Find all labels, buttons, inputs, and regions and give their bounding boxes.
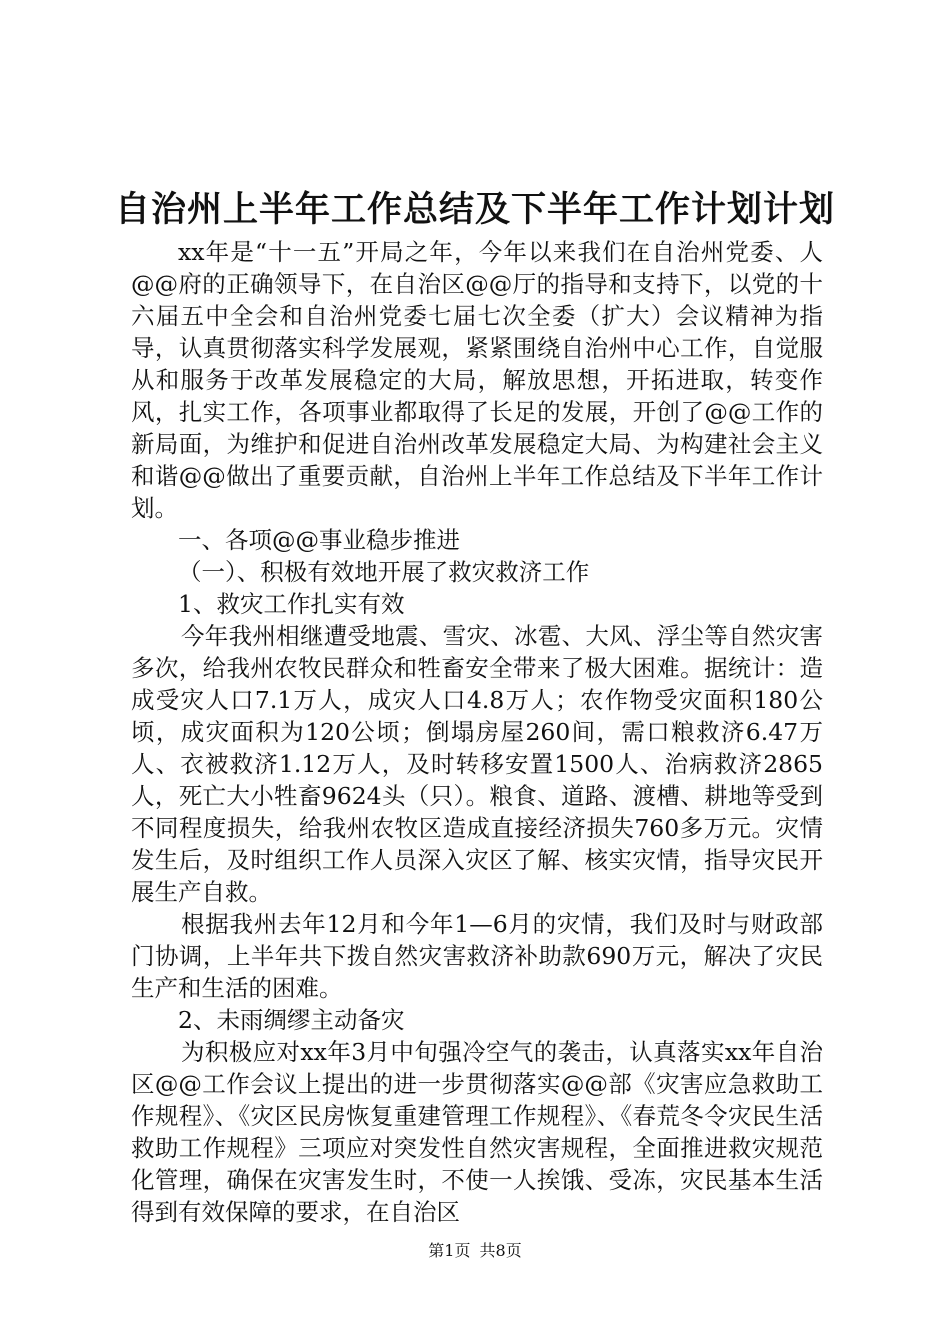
page-footer	[0, 1240, 950, 1262]
item-heading: 2、未雨绸缪主动备灾	[178, 1006, 405, 1034]
document-title: 自治州上半年工作总结及下半年工作计划计划	[114, 189, 835, 230]
paragraph-intro: xx年是“十一五”开局之年，今年以来我们在自治州党委、人@@府的正确领导下，在自治区@@厅的指导和支持下，以党的十六届五中全会和自治州党委七届七次全委（扩大）会议精神为指导，认真贯彻落实科学发展观，紧紧围绕自治州中心工作，自觉服从和服务于改革发展稳定的大局，解放思想，开拓进取，转变作风，扎实工作，各项事业都取得了长足的发展，开创了@@工作的新局面，为维护和促进自治州改革发展稳定大局、为构建社会主义和谐@@做出了重要贡献，自治州上半年工作总结及下半年工作计划。	[131, 238, 823, 522]
paragraph-funding: 根据我州去年12月和今年1—6月的灾情，我们及时与财政部门协调，上半年共下拨自然灾害救济补助款690万元，解决了灾民生产和生活的困难。	[131, 910, 823, 1002]
item-heading: 1、救灾工作扎实有效	[178, 590, 405, 618]
document-body	[131, 236, 823, 1228]
paragraph-disaster-relief: 今年我州相继遭受地震、雪灾、冰雹、大风、浮尘等自然灾害多次，给我州农牧民群众和牲畜安全带来了极大困难。据统计：造成受灾人口7.1万人，成灾人口4.8万人；农作物受灾面积180公顷，成灾面积为120公顷；倒塌房屋260间，需口粮救济6.47万人、衣被救济1.12万人，及时转移安置1500人、治病救济2865人，死亡大小牲畜9624头（只）。粮食、道路、渡槽、耕地等受到不同程度损失，给我州农牧区造成直接经济损失760多万元。灾情发生后，及时组织工作人员深入灾区了解、核实灾情，指导灾民开展生产自救。	[131, 622, 823, 906]
page-total: 共8页	[479, 1241, 522, 1260]
section-heading: 一、各项@@事业稳步推进	[178, 526, 460, 554]
paragraph-preparedness: 为积极应对xx年3月中旬强冷空气的袭击，认真落实xx年自治区@@工作会议上提出的进一步贯彻落实@@部《灾害应急救助工作规程》、《灾区民房恢复重建管理工作规程》、《春荒冬令灾民生活救助工作规程》三项应对突发性自然灾害规程，全面推进救灾规范化管理，确保在灾害发生时，不使一人挨饿、受冻，灾民基本生活得到有效保障的要求，在自治区	[131, 1038, 823, 1226]
page-number: 第1页	[428, 1241, 471, 1260]
subsection-heading: （一）、积极有效地开展了救灾救济工作	[178, 558, 590, 586]
